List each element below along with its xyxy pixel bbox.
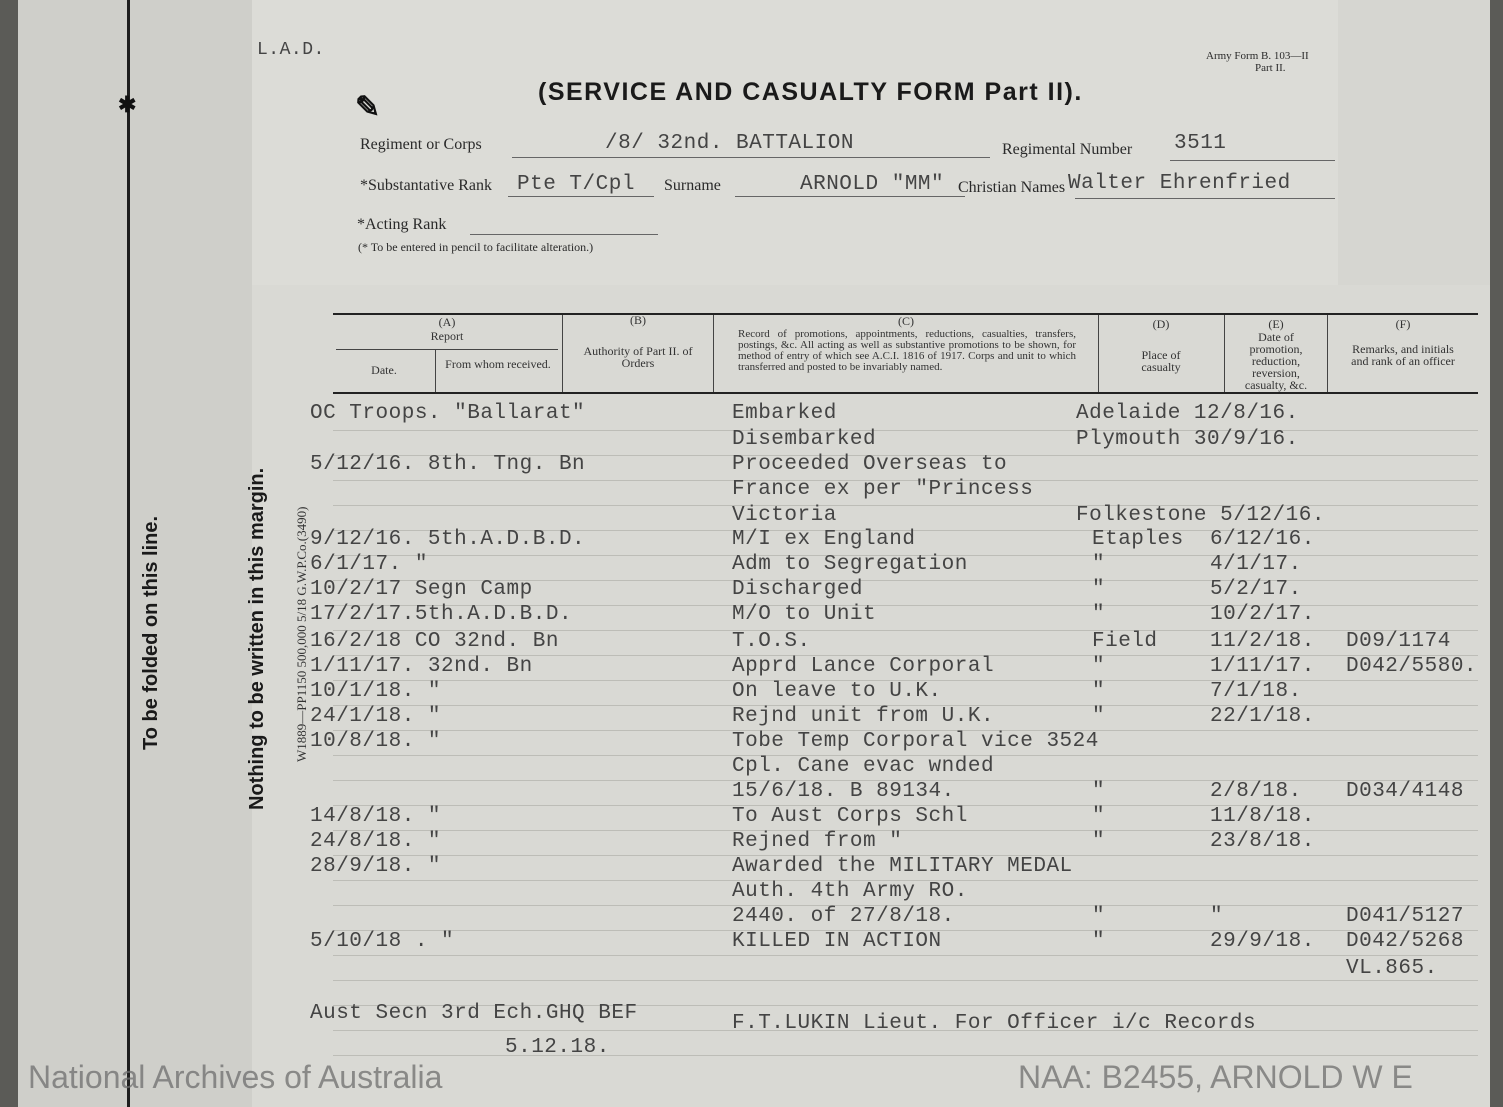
entry-remarks: D09/1174 xyxy=(1346,630,1451,653)
entry-record: Auth. 4th Army RO. xyxy=(732,880,968,903)
col-divider-b xyxy=(562,315,563,392)
entry-record: Proceeded Overseas to xyxy=(732,453,1008,476)
col-divider-a xyxy=(435,350,436,392)
acting-rank-underline xyxy=(470,234,658,235)
entry-record: On leave to U.K. xyxy=(732,680,942,703)
record-reference-watermark: NAA: B2455, ARNOLD W E xyxy=(1018,1059,1413,1095)
entry-report: 24/8/18. " xyxy=(310,830,442,853)
entry-record: T.O.S. xyxy=(732,630,811,653)
acting-rank-label: *Acting Rank xyxy=(357,216,447,233)
entry-place: " xyxy=(1092,905,1106,928)
entry-report: 10/1/18. " xyxy=(310,680,442,703)
entry-date: 6/12/16. xyxy=(1210,528,1315,551)
entry-place: " xyxy=(1092,705,1106,728)
col-b-letter: (B) xyxy=(630,313,646,327)
ink-mark-2: ✎ xyxy=(355,91,381,124)
footer-unit: Aust Secn 3rd Ech.GHQ BEF xyxy=(310,1002,638,1025)
entry-report: 14/8/18. " xyxy=(310,805,442,828)
entry-remarks: D041/5127 xyxy=(1346,905,1464,928)
entry-record: Embarked xyxy=(732,402,837,425)
col-divider-e xyxy=(1224,315,1225,392)
entry-report: 1/11/17. 32nd. Bn xyxy=(310,655,533,678)
lad-code: L.A.D. xyxy=(257,40,325,60)
entry-place: " xyxy=(1092,553,1106,576)
entry-report: 16/2/18 CO 32nd. Bn xyxy=(310,630,559,653)
ruled-line xyxy=(333,980,1478,981)
entry-date: 5/2/17. xyxy=(1210,578,1302,601)
entry-record: Victoria xyxy=(732,504,837,527)
entry-date: 22/1/18. xyxy=(1210,705,1315,728)
col-e-title: Date of promotion, reduction, reversion, casualty, &c. xyxy=(1244,330,1308,392)
col-e-letter: (E) xyxy=(1268,317,1284,331)
margin-instruction: Nothing to be written in this margin. xyxy=(246,467,268,810)
army-form-number: Army Form B. 103—II xyxy=(1206,50,1309,62)
archive-watermark: National Archives of Australia xyxy=(28,1059,443,1095)
christian-names-underline xyxy=(1075,198,1335,199)
surname-underline xyxy=(735,196,965,197)
entry-record: 2440. of 27/8/18. xyxy=(732,905,955,928)
entry-place: Field xyxy=(1092,630,1158,653)
substantive-rank-label: *Substantative Rank xyxy=(360,177,492,194)
col-c-letter: (C) xyxy=(898,314,914,328)
entry-date: 2/8/18. xyxy=(1210,780,1302,803)
ink-mark: ✱ xyxy=(118,92,137,117)
entry-record: To Aust Corps Schl xyxy=(732,805,968,828)
entry-date: 4/1/17. xyxy=(1210,553,1302,576)
entry-report: 28/9/18. " xyxy=(310,855,442,878)
entry-record: Awarded the MILITARY MEDAL xyxy=(732,855,1073,878)
entry-record: M/I ex England xyxy=(732,528,916,551)
col-a-date: Date. xyxy=(371,363,397,377)
pencil-note: (* To be entered in pencil to facilitate alteration.) xyxy=(358,240,594,254)
entry-place: " xyxy=(1092,780,1106,803)
christian-names-value: Walter Ehrenfried xyxy=(1068,172,1291,195)
regimental-number-underline xyxy=(1170,160,1335,161)
surname-value: ARNOLD "MM" xyxy=(800,173,945,196)
entry-place-date: Adelaide 12/8/16. xyxy=(1076,402,1299,425)
entry-record: Rejned from " xyxy=(732,830,903,853)
entry-record: France ex per "Princess xyxy=(732,478,1034,501)
entry-date: 7/1/18. xyxy=(1210,680,1302,703)
ruled-line xyxy=(333,955,1478,956)
form-title: (SERVICE AND CASUALTY FORM Part II). xyxy=(538,78,1083,106)
entry-report: 24/1/18. " xyxy=(310,705,442,728)
col-a-letter: (A) xyxy=(438,315,456,329)
entry-date: 23/8/18. xyxy=(1210,830,1315,853)
entry-date: 1/11/17. xyxy=(1210,655,1315,678)
entry-remarks: VL.865. xyxy=(1346,957,1438,980)
entry-record: Discharged xyxy=(732,578,864,601)
fold-instruction: To be folded on this line. xyxy=(140,515,162,750)
col-c-title: Record of promotions, appointments, reductions, casualties, transfers, postings, &c. All acting as well as substantive promotions to be shown, for method of entry of which see A.C.I. 1816 of 1917. Corps and unit to which transferred and posted to be invariably named. xyxy=(738,328,1076,373)
entry-place: " xyxy=(1092,830,1106,853)
entry-record: M/O to Unit xyxy=(732,603,877,626)
col-d-letter: (D) xyxy=(1152,317,1170,331)
entry-place-date: Plymouth 30/9/16. xyxy=(1076,428,1299,451)
report-subheader-rule xyxy=(336,349,558,350)
entry-report: 10/8/18. " xyxy=(310,730,442,753)
regiment-underline xyxy=(512,157,990,158)
footer-signature: F.T.LUKIN Lieut. For Officer i/c Records xyxy=(732,1012,1257,1035)
entry-record: Disembarked xyxy=(732,428,877,451)
regimental-number-label: Regimental Number xyxy=(1002,141,1133,158)
printer-code: W1889—PP1150 500,000 5/18 G.W.P.Co.(3490) xyxy=(294,506,309,762)
entry-record: Tobe Temp Corporal vice 3524 xyxy=(732,730,1099,753)
rank-underline xyxy=(508,196,654,197)
col-b-title: Authority of Part II. of Orders xyxy=(583,344,693,370)
entry-place: " xyxy=(1092,603,1106,626)
ruled-line xyxy=(333,430,1478,431)
entry-report: 10/2/17 Segn Camp xyxy=(310,578,533,601)
entry-date: 11/8/18. xyxy=(1210,805,1315,828)
col-d-title: Place of casualty xyxy=(1141,348,1181,374)
col-divider-d xyxy=(1098,315,1099,392)
entry-record: KILLED IN ACTION xyxy=(732,930,942,953)
left-margin-strip xyxy=(18,0,252,1107)
regimental-number-value: 3511 xyxy=(1174,132,1227,155)
col-f-title: Remarks, and initials and rank of an officer xyxy=(1351,342,1455,368)
surname-label: Surname xyxy=(664,177,721,194)
table-header-bottom-rule xyxy=(333,392,1478,394)
entry-place: " xyxy=(1092,578,1106,601)
entry-place: " xyxy=(1092,930,1106,953)
entry-place: Etaples xyxy=(1092,528,1184,551)
entry-report: OC Troops. "Ballarat" xyxy=(310,402,586,425)
entry-report: 17/2/17.5th.A.D.B.D. xyxy=(310,603,573,626)
entry-remarks: D042/5268 xyxy=(1346,930,1464,953)
col-f-letter: (F) xyxy=(1395,317,1411,331)
entry-record: Rejnd unit from U.K. xyxy=(732,705,995,728)
army-form-part: Part II. xyxy=(1255,62,1286,74)
entry-place: " xyxy=(1092,805,1106,828)
entry-remarks: D042/5580. xyxy=(1346,655,1478,678)
entry-record: Adm to Segregation xyxy=(732,553,968,576)
col-a-title: Report xyxy=(430,329,464,343)
entry-report: 9/12/16. 5th.A.D.B.D. xyxy=(310,528,586,551)
entry-report: 5/12/16. 8th. Tng. Bn xyxy=(310,453,586,476)
col-divider-c xyxy=(713,315,714,392)
entry-remarks: D034/4148 xyxy=(1346,780,1464,803)
entry-place-date: Folkestone 5/12/16. xyxy=(1076,504,1325,527)
regiment-label: Regiment or Corps xyxy=(360,136,482,153)
entry-report: 5/10/18 . " xyxy=(310,930,455,953)
entry-date: 10/2/17. xyxy=(1210,603,1315,626)
entry-report: 6/1/17. " xyxy=(310,553,428,576)
entry-record: 15/6/18. B 89134. xyxy=(732,780,955,803)
footer-date: 5.12.18. xyxy=(505,1036,610,1059)
christian-names-label: Christian Names xyxy=(958,179,1066,196)
entry-date: 29/9/18. xyxy=(1210,930,1315,953)
substantive-rank-value: Pte T/Cpl xyxy=(517,173,635,196)
col-a-from: From whom received. xyxy=(445,357,551,371)
entry-place: " xyxy=(1092,680,1106,703)
regiment-value: /8/ 32nd. BATTALION xyxy=(605,132,854,155)
entry-place: " xyxy=(1092,655,1106,678)
entry-record: Apprd Lance Corporal xyxy=(732,655,995,678)
fold-line xyxy=(127,0,130,1107)
entry-date: 11/2/18. xyxy=(1210,630,1315,653)
entry-date: " xyxy=(1210,905,1224,928)
col-divider-f xyxy=(1327,315,1328,392)
entry-record: Cpl. Cane evac wnded xyxy=(732,755,995,778)
